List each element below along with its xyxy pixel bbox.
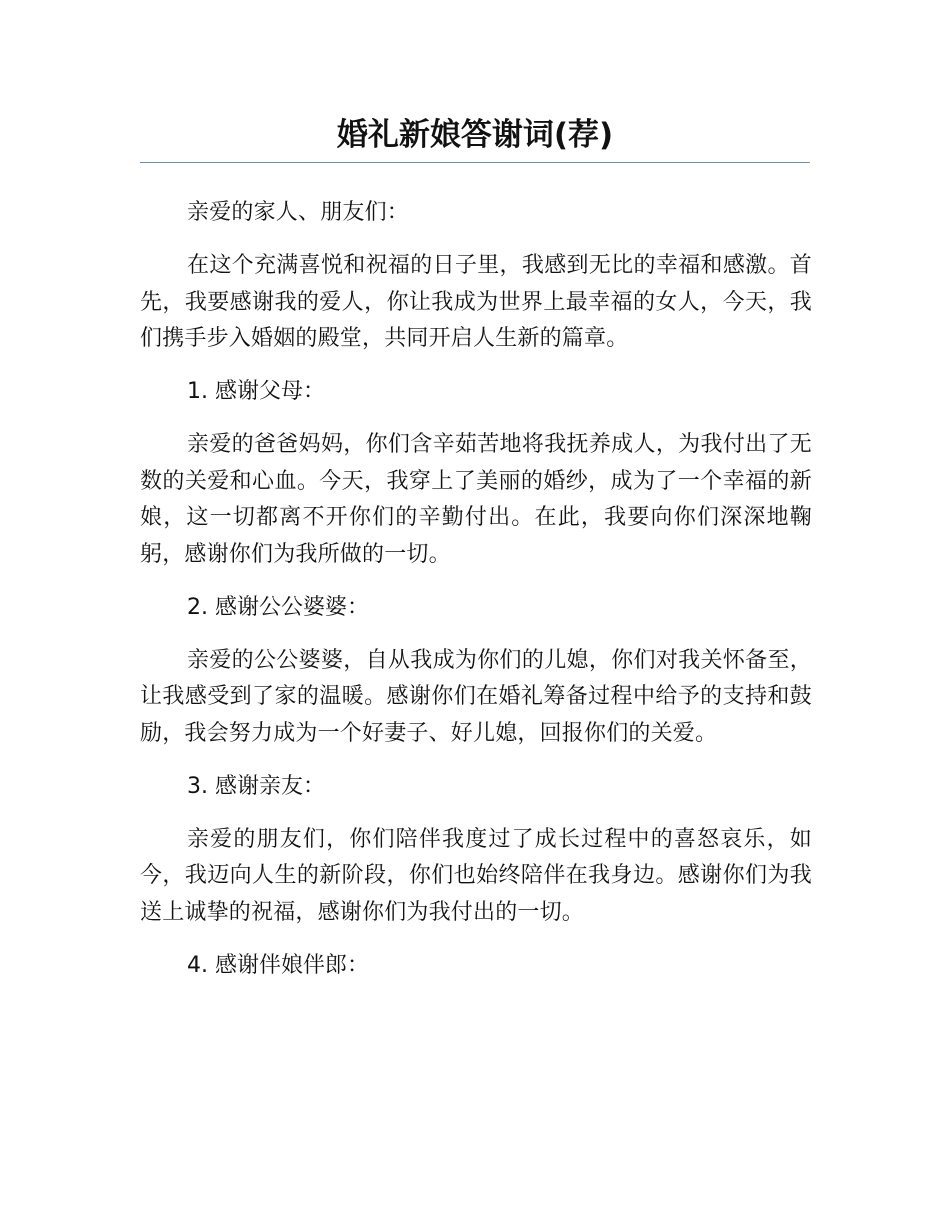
document-title: 婚礼新娘答谢词(荐) xyxy=(336,117,614,153)
greeting-line: 亲爱的家人、朋友们： xyxy=(187,200,410,225)
document-body xyxy=(140,195,812,1001)
section-heading-friends: 3. 感谢亲友： xyxy=(187,773,325,799)
section-heading-parents: 1. 感谢父母： xyxy=(187,379,325,404)
section-text-parents: 亲爱的爸爸妈妈，你们含辛茹苦地将我抚养成人，为我付出了无数的关爱和心血。今天，我穿上了美丽的婚纱，成为了一个幸福的新娘，这一切都离不开你们的辛勤付出。在此，我要向你们深深地鞠躬，感谢你们为我所做的一切。 xyxy=(140,432,812,567)
section-heading-bridal-party: 4. 感谢伴娘伴郎： xyxy=(187,952,369,978)
title-underline xyxy=(140,162,810,163)
section-text-friends: 亲爱的朋友们，你们陪伴我度过了成长过程中的喜怒哀乐，如今，我迈向人生的新阶段，你们也始终陪伴在我身边。感谢你们为我送上诚挚的祝福，感谢你们为我付出的一切。 xyxy=(140,826,812,925)
section-heading-in-laws: 2. 感谢公公婆婆： xyxy=(187,594,369,620)
section-text-in-laws: 亲爱的公公婆婆，自从我成为你们的儿媳，你们对我关怀备至，让我感受到了家的温暖。感谢你们在婚礼筹备过程中给予的支持和鼓励，我会努力成为一个好妻子、好儿媳，回报你们的关爱。 xyxy=(140,647,812,746)
intro-paragraph: 在这个充满喜悦和祝福的日子里，我感到无比的幸福和感激。首先，我要感谢我的爱人，你让我成为世界上最幸福的女人，今天，我们携手步入婚姻的殿堂，共同开启人生新的篇章。 xyxy=(140,253,812,351)
